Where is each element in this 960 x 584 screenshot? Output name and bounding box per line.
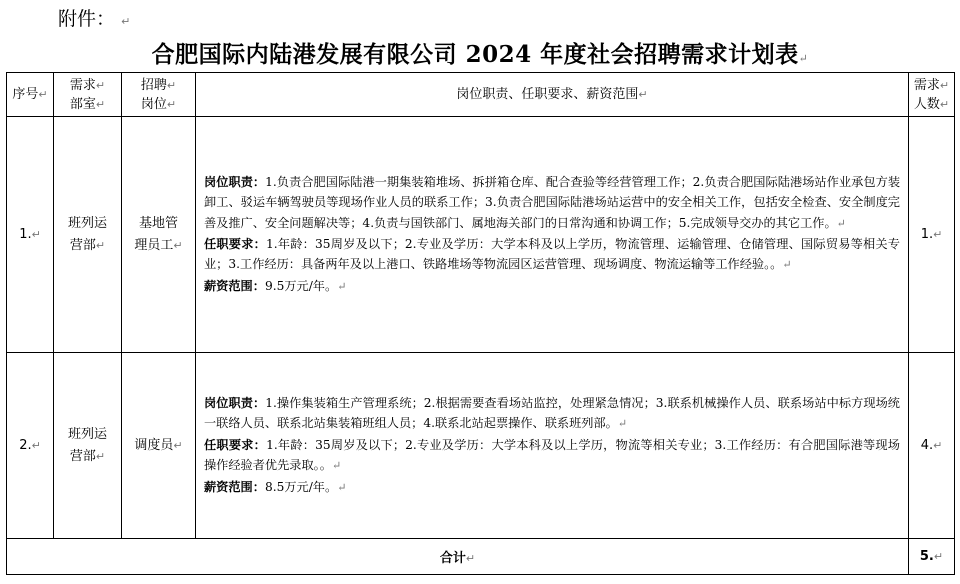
header-department: 需求↵ 部室↵ [54,73,122,117]
row-details [196,117,909,353]
total-value: 5.↵ [909,539,955,575]
header-details: 岗位职责、任职要求、薪资范围↵ [196,73,909,117]
total-row [7,539,955,575]
header-count: 需求↵ 人数↵ [909,73,955,117]
header-position: 招聘↵ 岗位↵ [122,73,196,117]
salary-paragraph: 薪资范围：8.5万元/年。↵ [204,479,347,494]
row-index: 1.↵ [7,117,54,353]
row-position: 调度员↵ [122,353,196,539]
attachment-label: 附件： ↵ [58,8,131,30]
row-department: 班列运 营部↵ [54,353,122,539]
row-position: 基地管 理员工↵ [122,117,196,353]
row-count: 1.↵ [909,117,955,353]
total-label: 合计↵ [7,539,909,575]
duty-paragraph: 岗位职责：1.负责合肥国际陆港一期集装箱堆场、拆拼箱仓库、配合查验等经营管理工作；2.负责合肥国际陆港场站作业承包方装卸工、驳运车辆驾驶员等现场作业人员的联系工作；3.负责合肥国际陆港场站运营中的安全相关工作，包括安全检查、安全制度完善及推广、安全问题解决等；4.负责与国铁部门、属地海关部门的日常沟通和协调工作；5.完成领导交办的其它工作。↵ [204,174,901,230]
row-index: 2.↵ [7,353,54,539]
row-department: 班列运 营部↵ [54,117,122,353]
recruitment-table [6,72,955,575]
row-details [196,353,909,539]
salary-paragraph: 薪资范围：9.5万元/年。↵ [204,278,347,293]
document-title: 合肥国际内陆港发展有限公司 2024 年度社会招聘需求计划表↵ [151,41,809,68]
requirement-paragraph: 任职要求：1.年龄：35周岁及以下；2.专业及学历：大学本科及以上学历，物流管理、运输管理、仓储管理、国际贸易等相关专业；3.工作经历：具备两年及以上港口、铁路堆场等物流园区运营管理、现场调度、物流运输等工作经验。。↵ [204,237,900,272]
table-row [7,117,955,353]
header-index: 序号↵ [7,73,54,117]
row-count: 4.↵ [909,353,955,539]
requirement-paragraph: 任职要求：1.年龄：35周岁及以下；2.专业及学历：大学本科及以上学历，物流等相关专业；3.工作经历：有合肥国际港等现场操作经验者优先录取。。↵ [204,437,900,473]
table-row [7,353,955,539]
duty-paragraph: 岗位职责：1.操作集装箱生产管理系统；2.根据需要查看场站监控，处理紧急情况；3.联系机械操作人员、联系场站中标方现场统一联络人员、联系北站集装箱班组人员；4.联系北站起票操作、联系班列部。↵ [204,395,900,431]
header-row [7,73,955,117]
